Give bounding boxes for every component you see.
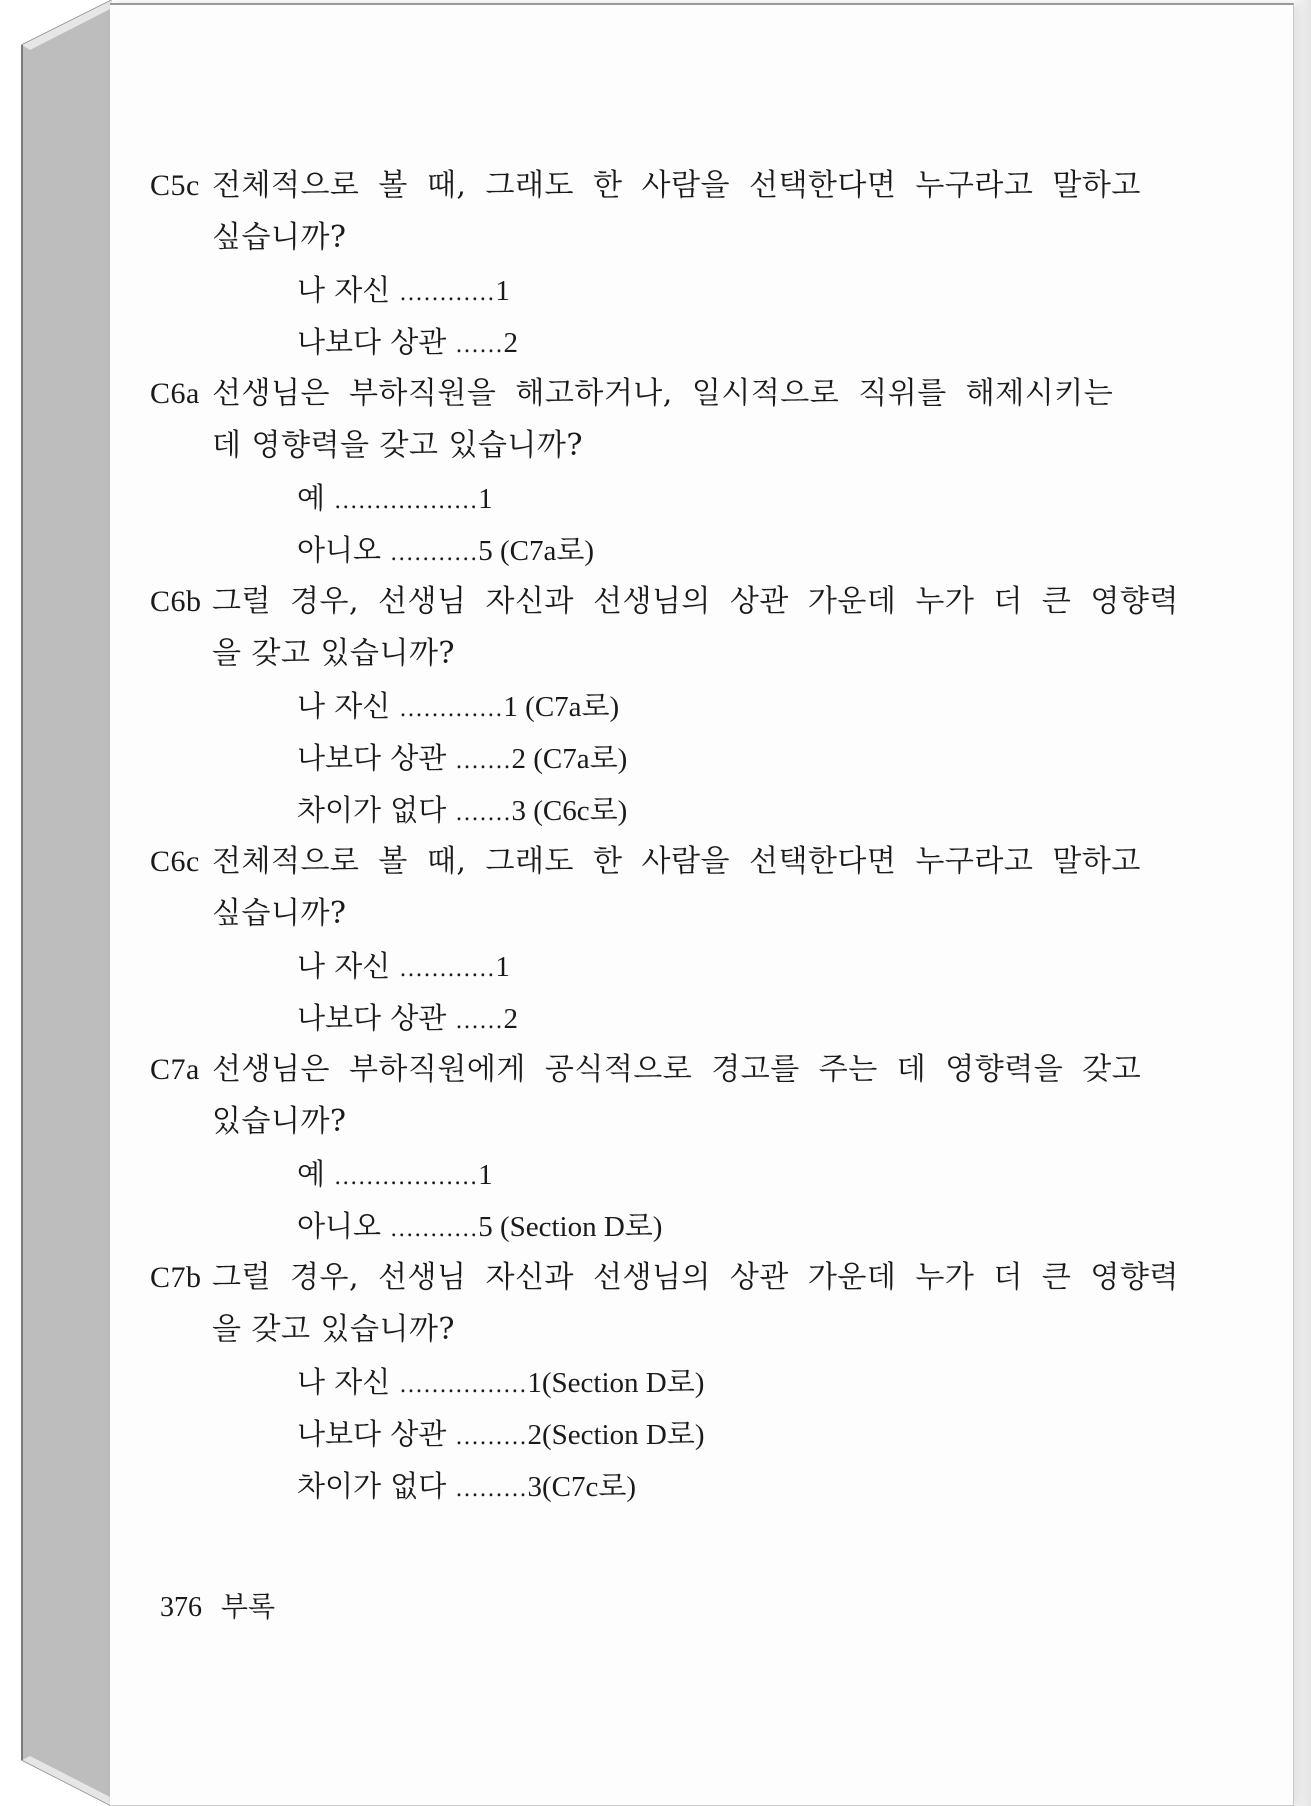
questionnaire-content <box>150 160 1179 1512</box>
question-id: C5c <box>150 169 200 202</box>
option-code: 2 <box>527 1419 542 1451</box>
skip-instruction: (C7a로) <box>525 743 628 775</box>
option-code: 2 <box>503 327 518 359</box>
option-label: 차이가 없다 <box>297 1469 456 1503</box>
question-line <box>150 160 1150 212</box>
answer-option <box>150 264 1150 316</box>
question-text-continued: 을 갖고 있습니까? <box>212 1312 456 1347</box>
leader-dots: ........... <box>390 1217 479 1242</box>
question-id: C7b <box>150 1261 202 1294</box>
leader-dots: ........... <box>390 541 479 566</box>
skip-instruction: (C7a로) <box>492 535 594 567</box>
question-block <box>150 368 1150 576</box>
skip-instruction: (Section D로) <box>492 1211 663 1243</box>
option-code: 1 <box>478 1159 493 1191</box>
page-number: 376 <box>160 1592 202 1623</box>
leader-dots: ....... <box>455 749 512 774</box>
leader-dots: ....... <box>455 801 512 826</box>
leader-dots: ............ <box>399 957 496 982</box>
question-text: 전체적으로 볼 때, 그래도 한 사람을 선택한다면 누구라고 말하고 <box>212 844 1141 879</box>
leader-dots: ...... <box>455 333 504 358</box>
question-block <box>150 576 1179 836</box>
leader-dots: ...... <box>455 1009 504 1034</box>
option-label: 나보다 상관 <box>297 1417 456 1451</box>
option-label: 나 자신 <box>297 273 400 307</box>
option-label: 아니오 <box>297 533 391 567</box>
answer-option <box>150 524 1150 576</box>
question-id: C6c <box>150 845 200 878</box>
question-text-continued: 있습니까? <box>212 1104 347 1139</box>
option-code: 5 <box>478 1211 493 1243</box>
question-text: 그럴 경우, 선생님 자신과 선생님의 상관 가운데 누가 더 큰 영향력 <box>212 1260 1179 1295</box>
answer-option <box>150 784 1150 836</box>
question-text-continued: 데 영향력을 갖고 있습니까? <box>212 428 583 463</box>
question-line <box>150 1252 1179 1304</box>
answer-option <box>150 1200 1150 1252</box>
question-line <box>150 836 1150 888</box>
leader-dots: .................. <box>334 489 479 514</box>
option-code: 2 <box>511 743 526 775</box>
question-text: 전체적으로 볼 때, 그래도 한 사람을 선택한다면 누구라고 말하고 <box>212 168 1141 203</box>
question-text-continued: 싶습니까? <box>212 896 347 931</box>
question-line <box>150 368 1150 420</box>
question-line <box>150 576 1179 628</box>
option-label: 나 자신 <box>297 949 400 983</box>
option-code: 1 <box>478 483 493 515</box>
skip-instruction: (Section D로) <box>541 1367 705 1399</box>
skip-instruction: (C7a로) <box>517 691 620 723</box>
option-label: 나 자신 <box>297 689 400 723</box>
question-line <box>150 1044 1150 1096</box>
answer-option <box>150 472 1150 524</box>
question-text: 그럴 경우, 선생님 자신과 선생님의 상관 가운데 누가 더 큰 영향력 <box>212 584 1179 619</box>
option-label: 나 자신 <box>297 1365 400 1399</box>
question-id: C7a <box>150 1053 200 1086</box>
leader-dots: ............. <box>399 697 504 722</box>
question-block <box>150 1044 1150 1252</box>
question-text: 선생님은 부하직원을 해고하거나, 일시적으로 직위를 해제시키는 <box>212 376 1114 411</box>
question-id: C6b <box>150 585 202 618</box>
option-code: 2 <box>503 1003 518 1035</box>
leader-dots: ......... <box>455 1425 528 1450</box>
question-id: C6a <box>150 377 200 410</box>
option-code: 1 <box>495 275 510 307</box>
leader-dots: ............ <box>399 281 496 306</box>
question-block <box>150 836 1150 1044</box>
question-text-continued: 싶습니까? <box>212 220 347 255</box>
answer-option <box>150 992 1150 1044</box>
question-text: 선생님은 부하직원에게 공식적으로 경고를 주는 데 영향력을 갖고 <box>212 1052 1142 1087</box>
answer-option <box>150 1356 1150 1408</box>
skip-instruction: (C6c로) <box>525 795 628 827</box>
option-label: 예 <box>297 481 335 515</box>
page-footer <box>160 1585 275 1625</box>
book-spine <box>0 0 112 1806</box>
option-label: 아니오 <box>297 1209 391 1243</box>
option-code: 3 <box>527 1471 542 1503</box>
answer-option <box>150 680 1150 732</box>
option-code: 1 <box>527 1367 542 1399</box>
section-label: 부록 <box>220 1590 276 1623</box>
leader-dots: ......... <box>455 1477 528 1502</box>
question-text-continued: 을 갖고 있습니까? <box>212 636 456 671</box>
option-code: 5 <box>478 535 493 567</box>
leader-dots: .................. <box>334 1165 479 1190</box>
option-label: 나보다 상관 <box>297 741 456 775</box>
answer-option <box>150 1148 1150 1200</box>
answer-option <box>150 732 1150 784</box>
skip-instruction: (C7c로) <box>541 1471 637 1503</box>
option-code: 3 <box>511 795 526 827</box>
question-block <box>150 160 1150 368</box>
page-edge-shadow <box>1293 0 1311 1806</box>
answer-option <box>150 940 1150 992</box>
option-code: 1 <box>503 691 518 723</box>
answer-option <box>150 316 1150 368</box>
answer-option <box>150 1408 1150 1460</box>
answer-option <box>150 1460 1150 1512</box>
question-block <box>150 1252 1179 1512</box>
leader-dots: ................ <box>399 1373 528 1398</box>
option-label: 예 <box>297 1157 335 1191</box>
option-code: 1 <box>495 951 510 983</box>
skip-instruction: (Section D로) <box>541 1419 705 1451</box>
option-label: 나보다 상관 <box>297 325 456 359</box>
option-label: 차이가 없다 <box>297 793 456 827</box>
option-label: 나보다 상관 <box>297 1001 456 1035</box>
